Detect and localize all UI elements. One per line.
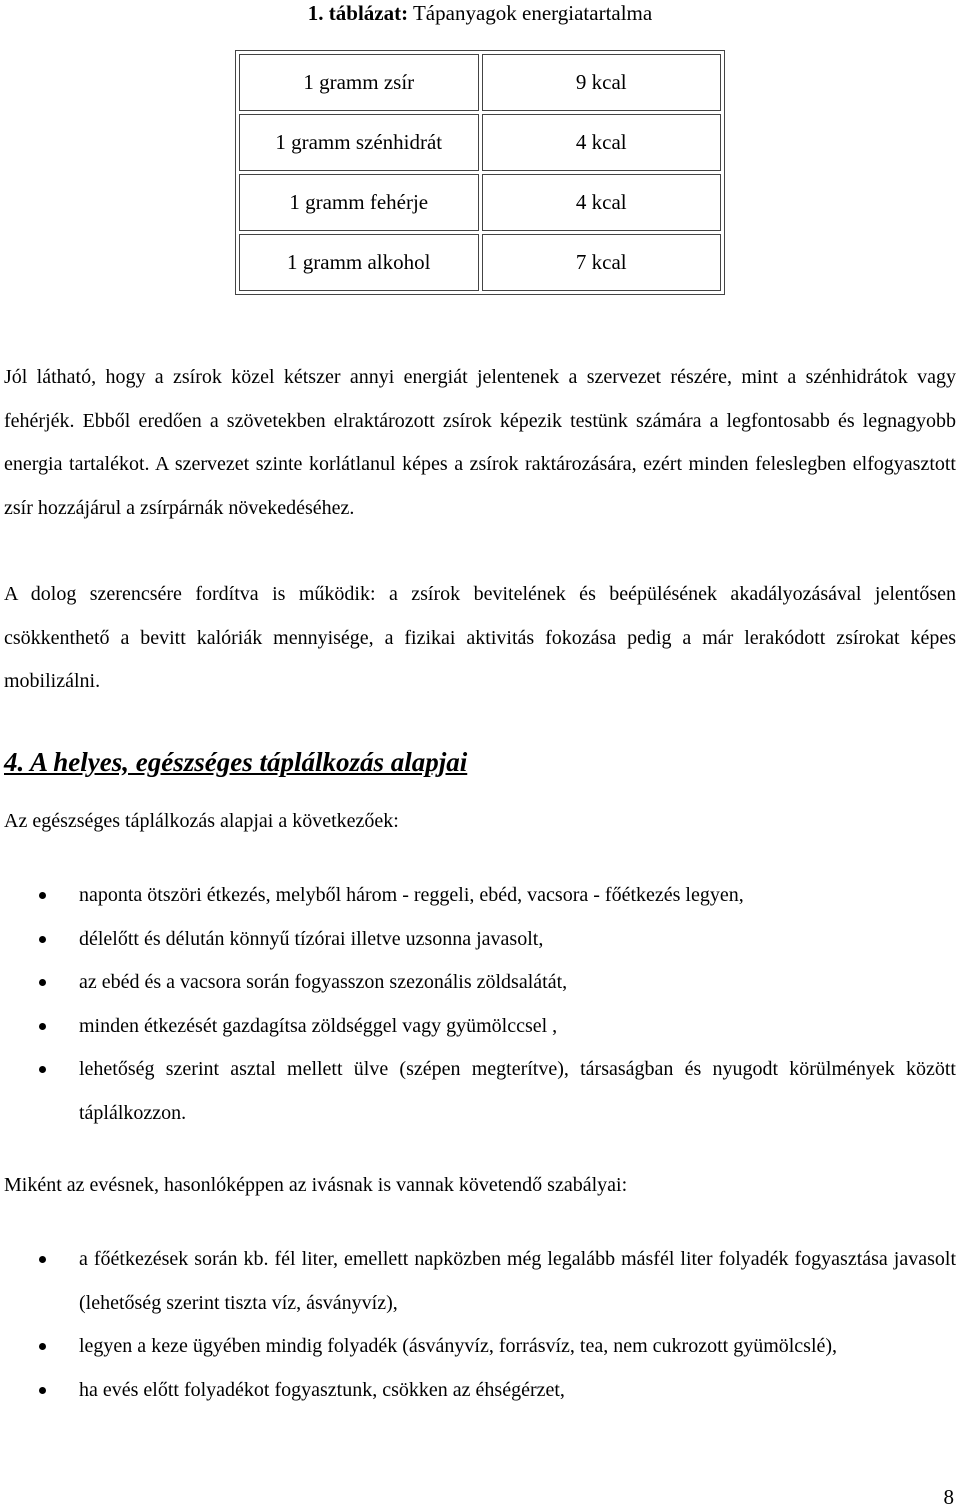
eating-intro: Az egészséges táplálkozás alapjai a következőek: [4,810,399,832]
table-cell-energy: 9 kcal [482,54,722,111]
list-item [0,1325,956,1369]
bullet-icon [39,936,46,943]
table-cell-energy: 4 kcal [482,114,722,171]
eating-rules-list [0,874,956,1135]
list-item [0,961,956,1005]
list-item-text: az ebéd és a vacsora során fogyasszon szezonális zöldsalátát, [79,971,568,993]
list-item [0,1238,956,1325]
bullet-icon [39,1066,46,1073]
bullet-icon [39,1387,46,1394]
drinking-rules-list [0,1238,956,1412]
list-item [0,874,956,918]
table-caption-title: Tápanyagok energiatartalma [412,1,653,25]
table-cell-item: 1 gramm alkohol [239,234,479,291]
list-item [0,918,956,962]
bullet-icon [39,892,46,899]
list-item [0,1369,956,1413]
list-item-text: lehetőség szerint asztal mellett ülve (szépen megterítve), társaságban és nyugodt körülmények között táplálkozzon. [79,1058,956,1124]
energy-table [235,50,725,295]
table-cell-energy: 7 kcal [482,234,722,291]
section-heading: 4. A helyes, egészséges táplálkozás alapjai [4,747,468,777]
bullet-icon [39,1256,46,1263]
list-item-text: ha evés előtt folyadékot fogyasztunk, csökken az éhségérzet, [79,1378,565,1401]
paragraph-fat-energy: Jól látható, hogy a zsírok közel kétszer annyi energiát jelentenek a szervezet részére, mint a szénhidrátok vagy fehérjék. Ebből eredően a szövetekben elraktározott zsírok képezik testünk számára a legfontosabb és legnagyobb energia tartalékot. A szervezet szinte korlátlanul képes a zsírok raktározására, ezért minden feleslegben elfogyasztott zsír hozzájárul a zsírpárnák növekedéséhez. [4,366,956,519]
table-row [239,234,721,291]
list-item-text: minden étkezését gazdagítsa zöldséggel vagy gyümölccsel , [79,1014,558,1037]
table-caption [0,0,960,26]
list-item-text: naponta ötszöri étkezés, melyből három - reggeli, ebéd, vacsora - főétkezés legyen, [79,884,744,906]
list-item-text: legyen a keze ügyében mindig folyadék (ásványvíz, forrásvíz, tea, nem cukrozott gyümölcslé), [79,1335,838,1357]
table-caption-number: 1. táblázat: [307,1,409,25]
page-number: 8 [943,1485,954,1509]
table-row [239,174,721,231]
bullet-icon [39,979,46,986]
list-item [0,1048,956,1135]
table-row [239,114,721,171]
bullet-icon [39,1023,46,1030]
table-cell-item: 1 gramm szénhidrát [239,114,479,171]
paragraph-fat-reduction: A dolog szerencsére fordítva is működik: a zsírok bevitelének és beépülésének akadályozásával jelentősen csökkenthető a bevitt kalóriák mennyisége, a fizikai aktivitás fokozása pedig a már lerakódott zsírokat képes mobilizálni. [4,583,956,692]
table-row [239,54,721,111]
list-item-text: délelőtt és délután könnyű tízórai illetve uzsonna javasolt, [79,927,544,950]
table-cell-energy: 4 kcal [482,174,722,231]
drinking-intro: Miként az evésnek, hasonlóképpen az ivásnak is vannak követendő szabályai: [4,1174,628,1196]
table-cell-item: 1 gramm zsír [239,54,479,111]
list-item-text: a főétkezések során kb. fél liter, emellett napközben még legalább másfél liter folyadék fogyasztása javasolt (lehetőség szerint tiszta víz, ásványvíz), [79,1248,956,1314]
list-item [0,1005,956,1049]
table-cell-item: 1 gramm fehérje [239,174,479,231]
bullet-icon [39,1343,46,1350]
